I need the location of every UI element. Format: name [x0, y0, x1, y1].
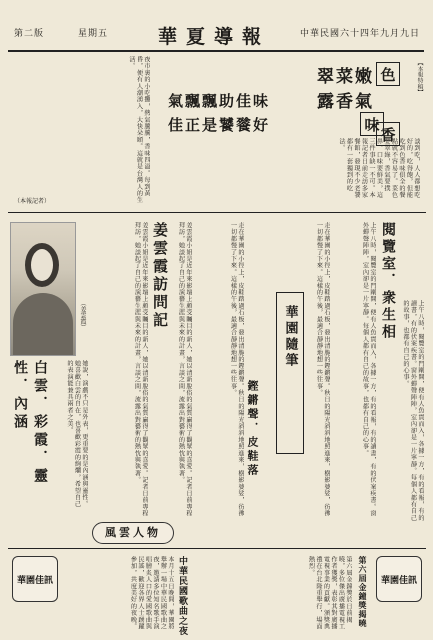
divider-top — [8, 212, 426, 213]
huayuan-author: 鏗鏘聲．皮鞋落 — [246, 380, 259, 478]
actress-headline: 白雲．彩霞．靈性．內涵 — [12, 360, 48, 486]
top-left-body: 夜市裏的小吃攤，熱氣騰騰，香味四溢。每到黃昏，便有人潮湧入，大快朵頤。這就是台灣人的生活。 — [128, 56, 150, 204]
huayuan-title: 華園隨筆 — [282, 305, 298, 369]
column-left-title: 中華民國歌曲之夜 — [177, 556, 187, 636]
column-right-body: 第六屆金鐘獎於日前揭曉，多位傑出廣播電視工作者獲獎，表彰其對廣播電視事業的貢獻。頒獎典禮在台北隆重舉行，場面熱烈。 — [307, 556, 352, 630]
interview-body-b: 姜雲霞小姐是近年來影壇上頗受矚目的新人，她以清新脫俗的氣質贏得了觀眾的喜愛。記者日前專程拜訪，她談起了自己的演藝生涯與未來的計畫，言談之間，流露出對藝術的熱忱與執著。 — [177, 222, 192, 517]
masthead — [8, 10, 424, 52]
headline-char-smell: 香 — [376, 122, 400, 146]
weekday: 星期五 — [78, 29, 109, 39]
column-emblem-left — [12, 556, 58, 602]
huayuan-body: 走在華園的小徑上，皮鞋踏過石板，發出清脆的鏗鏘聲。秋日的陽光斜斜地照進來，樹影婆娑，彷彿一切都慢了下來。這樣的午後，最適合靜靜地想一些往事。 — [229, 222, 244, 517]
food-sub: 【本報特稿】 — [416, 60, 422, 95]
food-article — [160, 56, 424, 206]
column-label-left: 華園佳訊 — [16, 575, 53, 586]
column-left-body: 本月十五日晚間，華園將舉辦一場中華民國歌曲之夜，邀請多位知名歌手演唱膾炙人口的愛國歌曲與民謠，歡迎各界人士踴躍參加，共度美好的夜晚。 — [129, 556, 174, 630]
huayuan-body-b: 走在華園的小徑上，皮鞋踏過石板，發出清脆的鏗鏘聲。秋日的陽光斜斜地照進來，樹影婆娑，彷彿一切都慢了下來。這樣的午後，最適合靜靜地想一些往事。 — [315, 222, 330, 517]
headline-char-taste: 味 — [360, 112, 384, 136]
photo-caption: （姜雲霞） — [79, 300, 86, 330]
reading-room-body: 上午八時，閱覽室的門剛開，便有人魚貫而入，各據一方，有的看報，有的讀書，有的伏案疾書。窗外蟬聲陣陣，室內卻是一片寧靜。每個人都有自己的故事，也都有自己的心事。 — [361, 222, 376, 517]
column-label-right: 華園佳訊 — [380, 575, 417, 586]
column-emblem-right — [376, 556, 422, 602]
divider-bottom — [8, 548, 426, 549]
food-headline — [300, 62, 400, 148]
page-number: 第二版 — [14, 29, 45, 39]
food-line-3: 佳正是饕餮好 — [168, 116, 271, 134]
interview-body-a: 姜雲霞小姐是近年來影壇上頗受矚目的新人，她以清新脫俗的氣質贏得了觀眾的喜愛。記者日前專程拜訪，她談起了自己的演藝生涯與未來的計畫，言談之間，流露出對藝術的熱忱與執著。 — [133, 222, 148, 517]
huayuan-title-box — [276, 292, 304, 454]
issue-date: 中華民國六十四年九月九日 — [299, 29, 420, 39]
actress-body: 她說，演戲不只是外表，更重要的是內涵與靈性。她喜歡白雲的自在，也喜歡彩霞的絢爛，希望自己的表演能兼具兩者之美。 — [66, 360, 88, 508]
food-line-2: 氣飄飄助佳味 — [168, 92, 271, 110]
column-right-title: 第六屆金鐘獎揭曉 — [358, 556, 368, 628]
reading-room-body-b: 上午八時，閱覽室的門剛開，便有人魚貫而入，各據一方，有的看報，有的讀書，有的伏案疾書。窗外蟬聲陣陣，室內卻是一片寧靜。每個人都有自己的故事，也都有自己的心事。 — [402, 300, 424, 522]
headline-char-color: 色 — [376, 62, 400, 86]
food-line-1: 翠菜嫩露香氣 — [317, 67, 374, 112]
newspaper-title: 華夏導報 — [158, 26, 271, 48]
actress-photo — [10, 222, 76, 356]
top-left-credit: （本報記者） — [14, 198, 51, 205]
people-banner: 風雲人物 — [92, 522, 174, 544]
reading-room-headline: 閱覽室．衆生相 — [380, 222, 396, 341]
food-body: 談到吃，人人都想吃好的，吃得飽，但能吃到色香味俱全的餐點就不容易了。菜色要翠綠，香氣要撲鼻，口味要鮮美，這三件事缺一不可。本報記者日前走訪多家餐館，發現不少老饕都有一套獨到的吃法。 — [338, 138, 420, 199]
interview-headline: 姜雲霞訪問記 — [151, 222, 169, 330]
